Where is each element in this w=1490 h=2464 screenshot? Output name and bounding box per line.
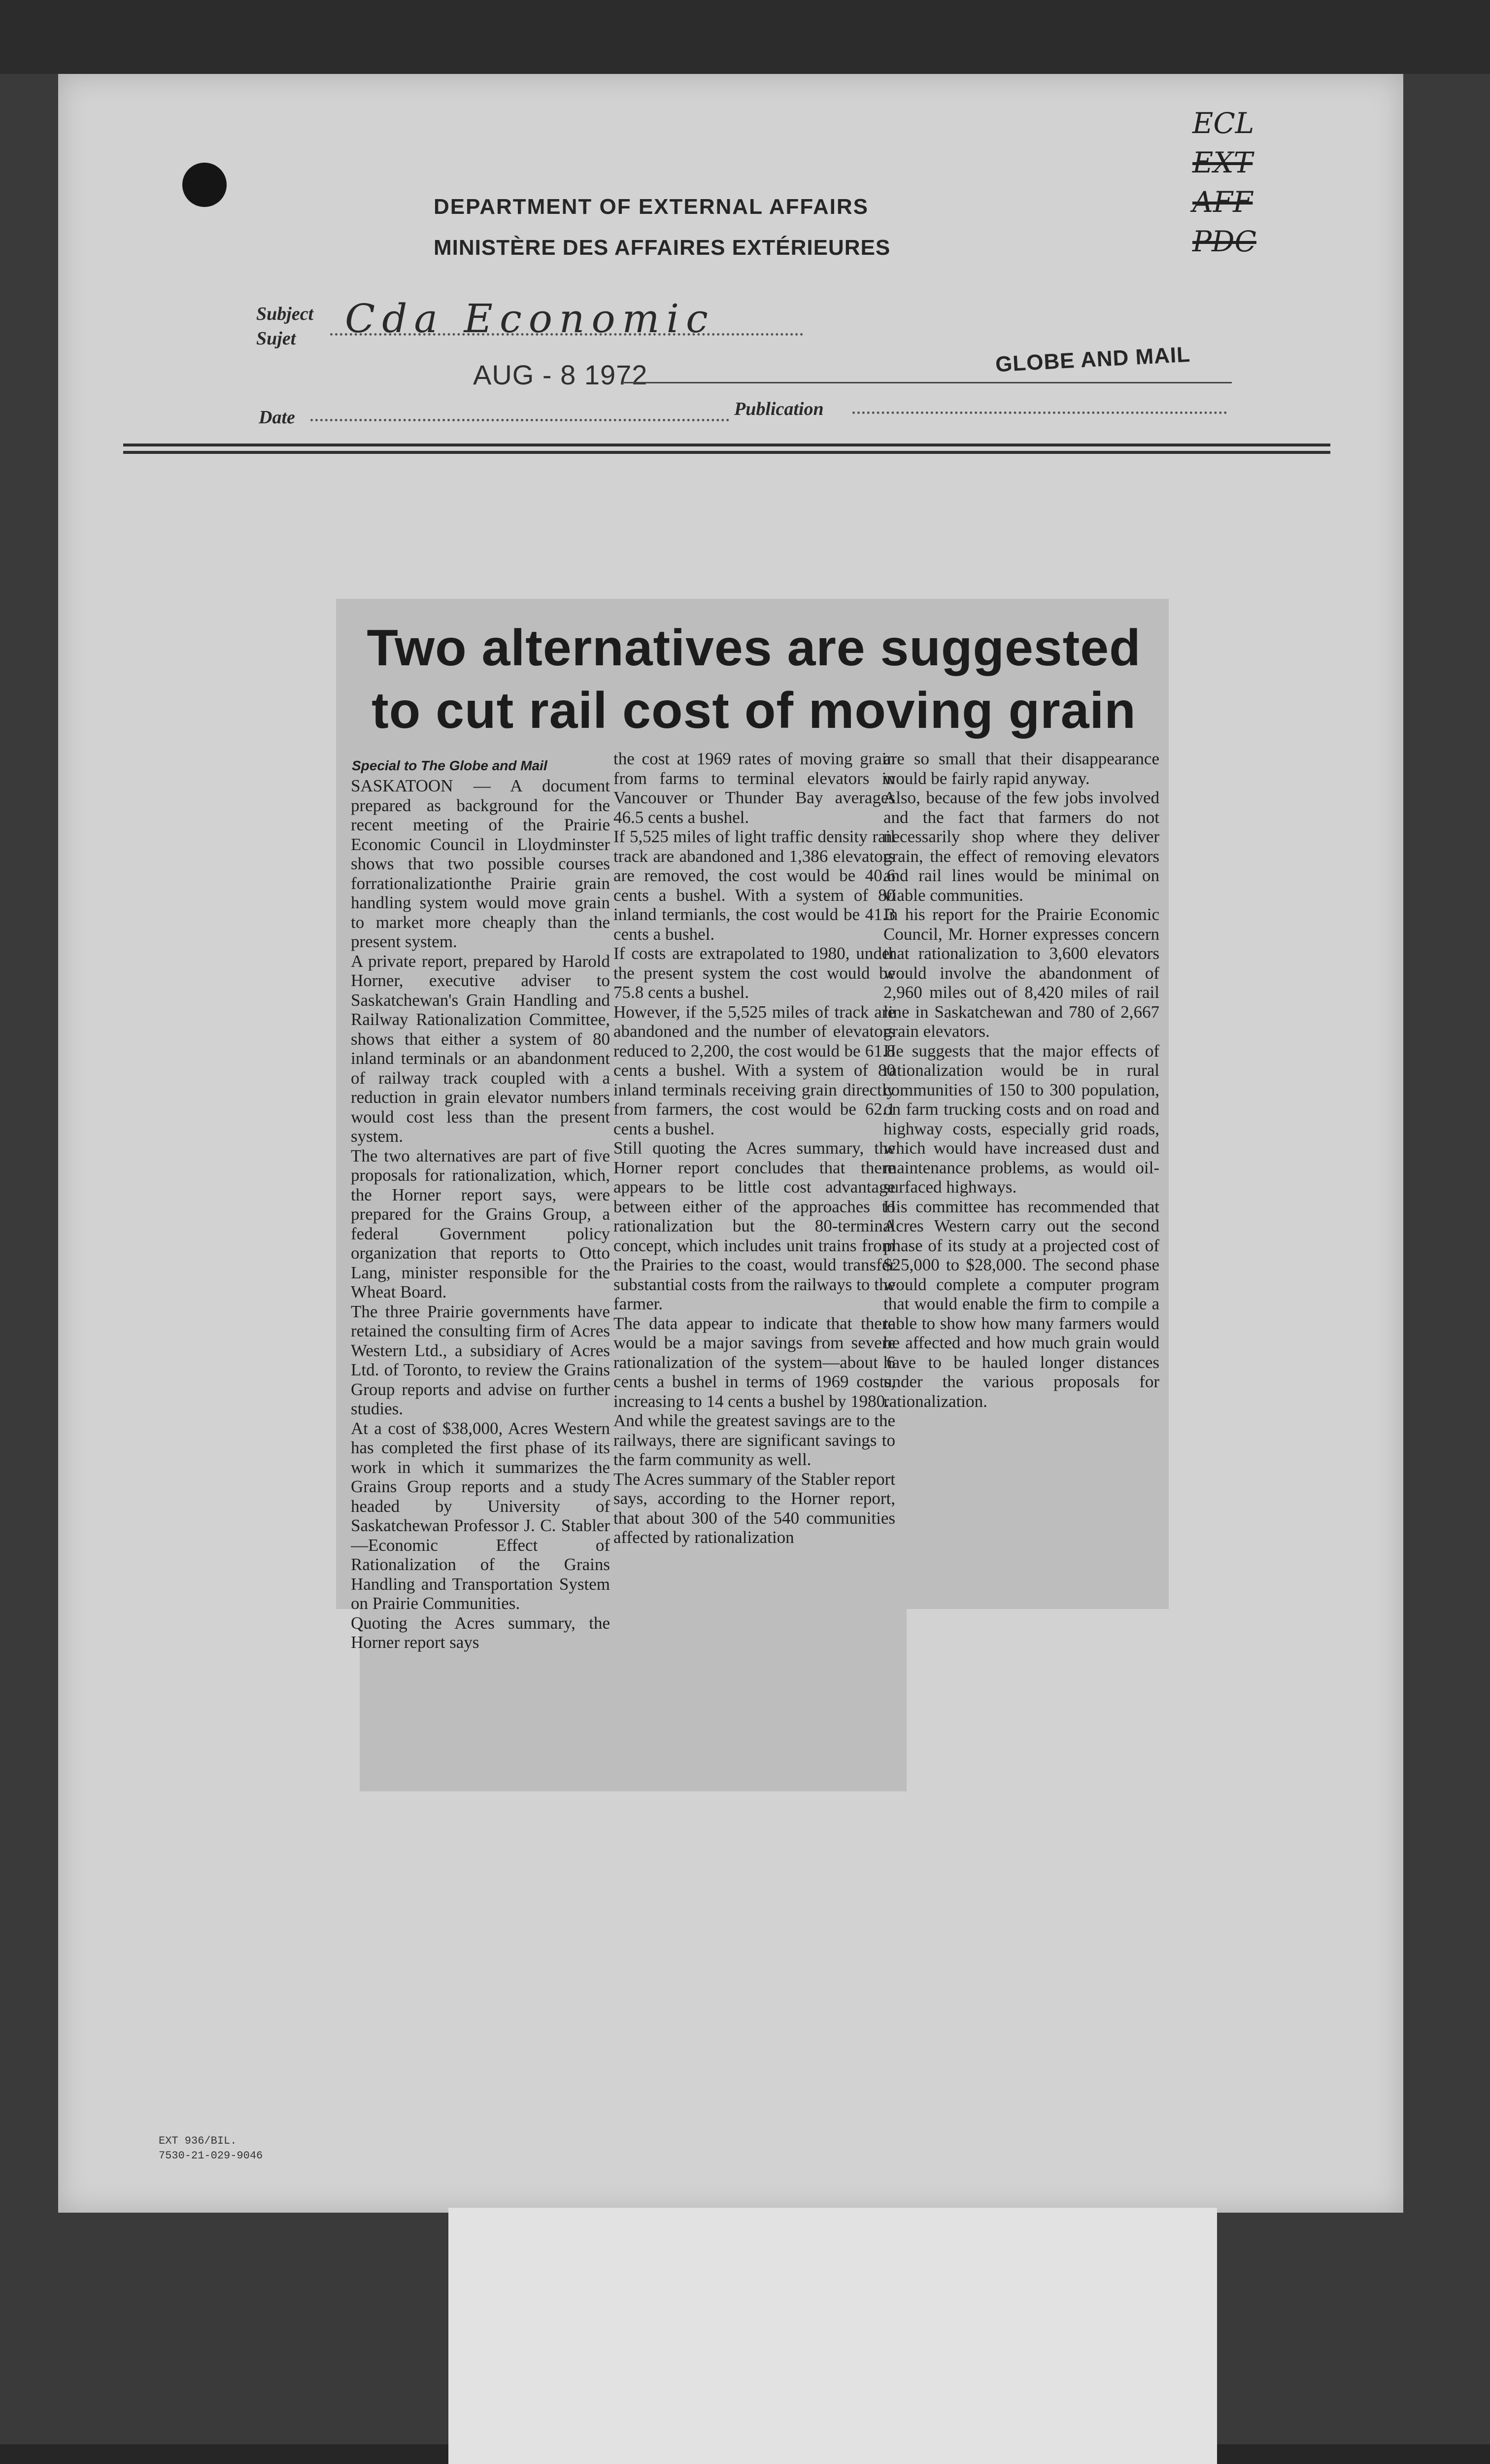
film-top-strip xyxy=(0,0,1490,74)
sujet-label: Sujet xyxy=(256,328,296,349)
headline-line-2: to cut rail cost of moving grain xyxy=(372,682,1136,739)
publication-line xyxy=(852,411,1227,414)
date-label: Date xyxy=(259,407,295,428)
department-name-english: DEPARTMENT OF EXTERNAL AFFAIRS xyxy=(434,195,869,219)
byline: Special to The Globe and Mail xyxy=(352,758,547,773)
article-column-1: SASKATOON — A document prepared as background for the recent meeting of the Prairie Economic Council in Lloydminster shows that two possible courses forrationalizationthe Prairie grain handling system would move grain to market more cheaply than the present system. A private report, prepared by Harold Horner, executive adviser to Saskatchewan's Grain Handling and Railway Rationalization Committee, shows that either a system of 80 inland terminals or an abandonment of railway track coupled with a reduction in grain elevator numbers would cost less than the present system. The two alternatives are part of five proposals for rationalization, which, the Horner report says, were prepared for the Grains Group, a federal Government policy organization that reports to Otto Lang, minister responsible for the Wheat Board. The three Prairie governments have retained the consulting firm of Acres Western Ltd., a subsidiary of Acres Ltd. of Toronto, to review the Grains Group reports and advise on further studies. At a cost of $38,000, Acres Western has completed the first phase of its work in which it summarizes the Grains Group reports and a study headed by University of Saskatchewan Professor J. C. Stabler—Economic Effect of Rationalization of the Grains Handling and Transportation System on Prairie Communities. Quoting the Acres summary, the Horner report says xyxy=(351,776,610,1652)
article-column-2: the cost at 1969 rates of moving grain from farms to terminal elevators in Vancouver or Thunder Bay averages 46.5 cents a bushel. If 5,525 miles of light traffic density rail track are abandoned and 1,386 elevators are removed, the cost would be 40.6 cents a bushel. With a system of 80 inland termianls, the cost would be 41.3 cents a bushel. If costs are extrapolated to 1980, under the present system the cost would be 75.8 cents a bushel. However, if the 5,525 miles of track are abandoned and the number of elevators reduced to 2,200, the cost would be 61.8 cents a bushel. With a system of 80 inland terminals receiving grain directly from farmers, the cost would be 62.1 cents a bushel. Still quoting the Acres summary, the Horner report concludes that there appears to be little cost advantage between either of the approaches to rationalization but the 80-terminal concept, which includes unit trains from the Prairies to the coast, would transfer substantial costs from the railways to the farmer. The data appear to indicate that there would be a major savings from severe rationalization of the system—about 6 cents a bushel in terms of 1969 costs, increasing to 14 cents a bushel by 1980. And while the greatest savings are to the railways, there are significant savings to the farm community as well. The Acres summary of the Stabler report says, according to the Horner report, that about 300 of the 540 communities affected by rationalization xyxy=(613,749,895,1547)
distribution-codes xyxy=(1192,103,1321,261)
header-rule-bottom xyxy=(123,451,1330,454)
date-pub-upper-line xyxy=(621,382,1232,383)
publication-name: GLOBE AND MAIL xyxy=(994,342,1191,377)
header-rule-top xyxy=(123,444,1330,446)
code-3: AFF xyxy=(1192,185,1253,219)
date-line xyxy=(310,419,729,421)
code-1: ECL xyxy=(1192,106,1254,140)
subject-label: Subject xyxy=(256,304,314,324)
headline-line-1: Two alternatives are suggested xyxy=(367,619,1141,677)
article-column-3: are so small that their disappearance would be fairly rapid anyway. Also, because of the few jobs involved and the fact that farmers do not necessarily shop where they deliver grain, the effect of removing elevators and rail lines would be minimal on viable communities. In his report for the Prairie Economic Council, Mr. Horner expresses concern that rationalization to 3,600 elevators would involve the abandonment of 2,960 miles out of 8,420 miles of rail line in Saskatchewan and 780 of 2,667 grain elevators. He suggests that the major effects of rationalization would be in rural communities of 150 to 300 population, on farm trucking costs and on road and highway costs, especially grid roads, which would have increased dust and maintenance problems, as would oil-surfaced highways. His committee has recommended that Acres Western carry out the second phase of its study at a projected cost of $25,000 to $28,000. The second phase would complete a computer program that would enable the firm to compile a table to show how many farmers would be affected and how much grain would have to be hauled longer distances under the various proposals for rationalization. xyxy=(883,749,1159,1411)
date-stamp: AUG - 8 1972 xyxy=(473,359,648,390)
form-code: EXT 936/BIL. 7530-21-029-9046 xyxy=(159,2135,263,2162)
department-name-french: MINISTÈRE DES AFFAIRES EXTÉRIEURES xyxy=(434,236,891,260)
lower-paper-strip xyxy=(448,2208,1217,2464)
code-2: EXT xyxy=(1192,146,1253,179)
publication-label: Publication xyxy=(734,399,824,419)
code-4: PDC xyxy=(1192,225,1256,258)
subject-handwritten: Cda Economic xyxy=(345,296,715,342)
punch-hole xyxy=(182,163,227,207)
